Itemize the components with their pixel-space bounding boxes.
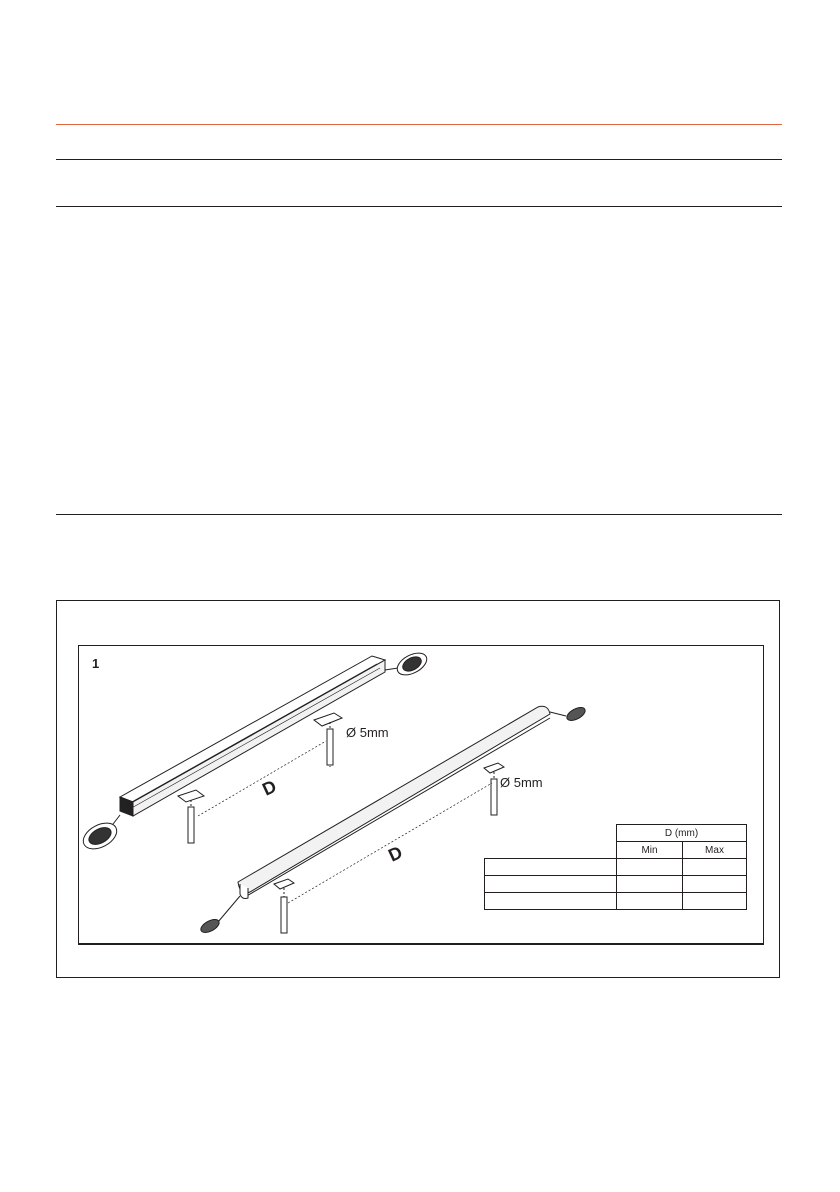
hole-label-top: Ø 5mm [346, 725, 389, 740]
square-bar-bracket-left [178, 790, 204, 843]
table-group-header: D (mm) [617, 825, 747, 842]
distance-table [484, 824, 747, 910]
table-corner [485, 825, 617, 842]
table-col-min: Min [617, 842, 683, 859]
table-row [485, 893, 747, 910]
table-cell-max [683, 893, 747, 910]
table-cell-max [683, 876, 747, 893]
table-row [485, 859, 747, 876]
distance-label-bottom: D [385, 842, 406, 866]
round-bar-connector-left [199, 896, 240, 935]
table-corner [485, 842, 617, 859]
table-cell-label [485, 876, 617, 893]
table-cell-min [617, 893, 683, 910]
round-bar-connector-right [550, 705, 587, 723]
square-bar-bracket-right [314, 713, 342, 767]
table-row [485, 876, 747, 893]
figure-number: 1 [92, 656, 100, 671]
table-cell-label [485, 893, 617, 910]
table-cell-min [617, 859, 683, 876]
table-col-max: Max [683, 842, 747, 859]
table-cell-min [617, 876, 683, 893]
table-header-row [485, 825, 747, 842]
distance-label-top: D [259, 776, 280, 800]
table-cell-label [485, 859, 617, 876]
round-bar-bracket-left [274, 879, 294, 933]
table-subheader-row [485, 842, 747, 859]
square-bar-connector-right [385, 649, 430, 680]
hole-label-bottom: Ø 5mm [500, 775, 543, 790]
table-cell-max [683, 859, 747, 876]
square-bar-connector-left [79, 815, 121, 854]
